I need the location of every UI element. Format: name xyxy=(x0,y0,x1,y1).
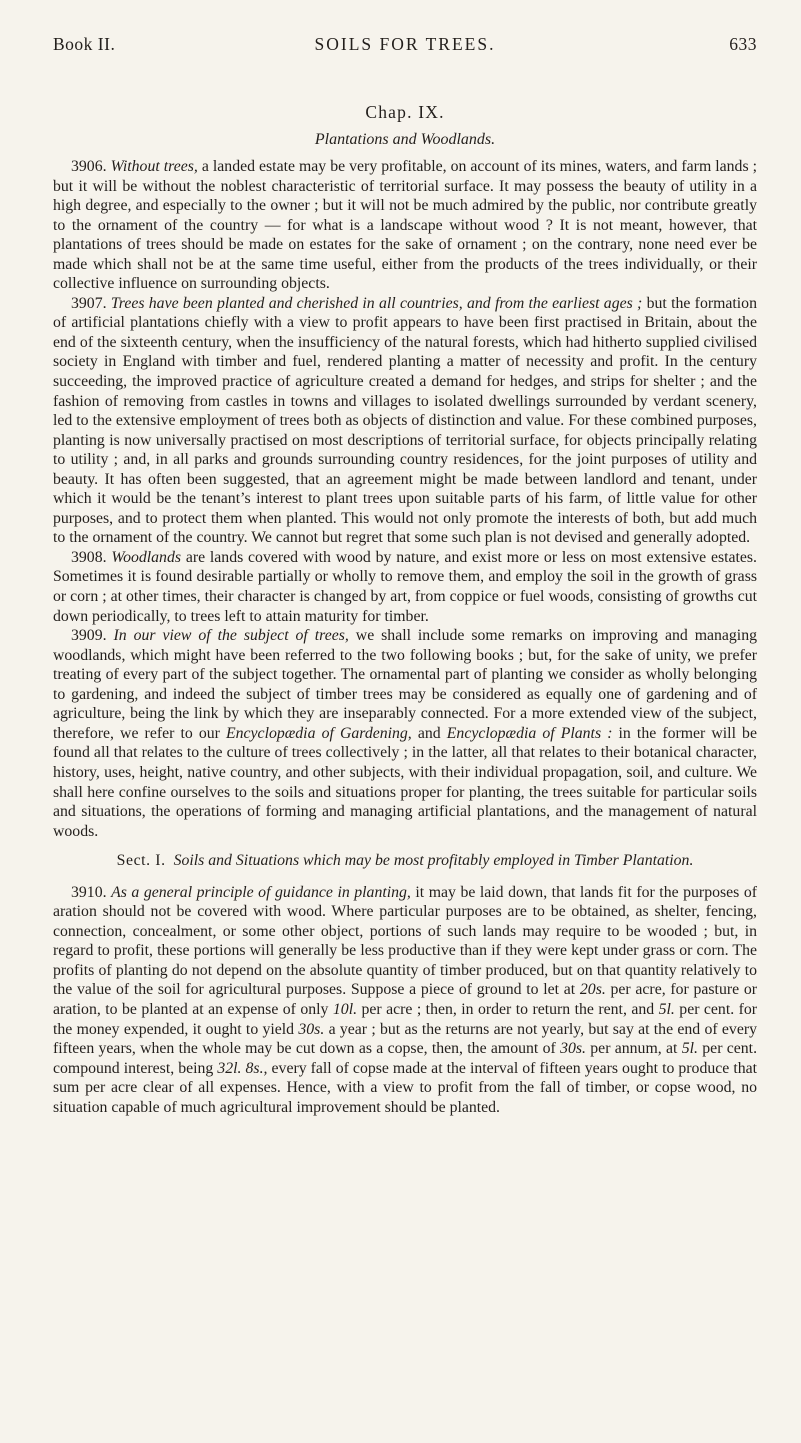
paragraph-text: it may be laid down, that lands fit for the purposes of aration should not be covered with wood. Where particular purposes are to be obtained, as shelter, fencing, connection, concealment, or some other object, portions of such lands may require to be wooded ; but, in regard to profit, these portions will generally be less productive than if they were kept under grass or corn. The profits of planting do not depend on the absolute quantity of timber produced, but on that quantity relatively to the value of the soil for agricultural purposes. Suppose a piece of ground to let at xyxy=(53,883,757,999)
paragraph-body: a landed estate may be very profitable, on account of its mines, waters, and farm lands ; but it will be without the noblest characteristic of territorial surface. It may possess the beauty of utility in a high degree, and especially to the owner ; but it will not be much admired by the public, nor contribute greatly to the ornament of the country — for what is a landscape without wood ? It is not meant, however, that plantations of trees should be made on estates for the sake of ornament ; on the contrary, none need ever be made which shall not be at the same time useful, either from the products of the trees individually, or their collective influence on surrounding objects. xyxy=(53,158,758,293)
paragraph-text: we shall include some remarks on improving and managing woodlands, which might have been referred to the two following books ; but, for the sake of unity, we prefer treating of every part of the subject together. The ornamental part of planting we consider as wholly belonging to gardening, and indeed the subject of timber trees may be considered as equally one of gardening and of agriculture, being the link by which they are inseparably connected. For a more extended view of the subject, therefore, we refer to our xyxy=(53,627,757,742)
money-amount: 30s. xyxy=(560,1040,586,1058)
paragraph-3907 xyxy=(53,294,757,548)
paragraph-text: per acre, for pasture or aration, to be planted at an expense of only xyxy=(53,981,757,1018)
running-header xyxy=(53,28,757,58)
paragraph-text: per cent. for the money expended, it ought to yield xyxy=(53,1000,758,1038)
paragraph-text: per acre ; then, in order to return the rent, and xyxy=(361,1000,655,1018)
paragraph-body: but the formation of artificial plantations chiefly with a view to profit appears to have been first practised in Britain, about the end of the sixteenth century, when the insufficiency of the natural forests, which had hitherto supplied civilised society in England with timber and fuel, rendered planting a matter of necessity and profit. In the century succeeding, the improved practice of agriculture created a demand for hedges, and strips for shelter ; and the fashion of removing from castles in towns and villages to isolated dwellings surrounded by verdant scenery, led to the extensive employment of trees both as objects of distinction and value. For these combined purposes, planting is now universally practised on most descriptions of territorial surface, for objects principally relating to utility ; and, in all parks and grounds surrounding country residences, for the joint purposes of utility and beauty. It has often been suggested, that an agreement might be made between landlord and tenant, under which it would be the tenant’s interest to plant trees upon suitable parts of his farm, of little value for other purposes, and to protect them when planted. This would not only promote the interests of both, but add much to the ornament of the country. We cannot but regret that some such plan is not devised and generally adopted. xyxy=(53,294,757,547)
paragraph-3906 xyxy=(53,157,757,294)
paragraph-number: 3910. xyxy=(71,883,107,901)
page-number: 633 xyxy=(729,34,757,54)
paragraph-lead: In our view of the subject of trees, xyxy=(113,627,349,645)
section-title: Soils and Situations which may be most profitably employed in Timber Plantation. xyxy=(173,852,694,870)
section-label: Sect. I. xyxy=(116,852,166,870)
book-reference: Encyclopædia of Plants : xyxy=(446,724,613,742)
paragraph-body: are lands covered with wood by nature, and exist more or less on most extensive estates. Sometimes it is found desirable partially or wholly to remove them, and employ the soil in the growth of grass or corn ; at other times, their character is changed by art, from coppice or fuel woods, consisting of growths cut down periodically, to trees left to attain maturity for timber. xyxy=(53,548,758,625)
paragraph-number: 3909. xyxy=(71,627,107,645)
paragraph-3909 xyxy=(53,626,757,841)
paragraph-text: per cent. compound interest, being xyxy=(53,1040,758,1077)
paragraph-lead: As a general principle of guidance in planting, xyxy=(111,883,411,901)
paragraph-text: a year ; but as the returns are not yearly, but say at the end of every fifteen years, when the whole may be cut down as a copse, then, the amount of xyxy=(53,1020,757,1058)
chapter-subtitle: Plantations and Woodlands. xyxy=(314,131,496,148)
money-amount: 32l. 8s., xyxy=(217,1059,268,1077)
paragraph-lead: Trees have been planted and cherished in all countries, and from the earliest ages ; xyxy=(110,294,643,312)
money-amount: 30s. xyxy=(298,1020,325,1038)
paragraph-3910 xyxy=(53,883,757,1118)
section-heading xyxy=(53,851,757,871)
chapter-heading: Chap. IX. xyxy=(365,102,445,122)
money-amount: 20s. xyxy=(579,981,606,999)
paragraph-text: in the former will be found all that relates to the culture of trees collectively ; in the latter, all that relates to their botanical character, history, uses, height, native country, and other subjects, with their individual propagation, soil, and culture. We shall here confine ourselves to the soils and situations proper for planting, the trees suitable for particular soils and situations, the operations of forming and managing artificial plantations, and the management of natural woods. xyxy=(53,724,757,840)
money-amount: 5l. xyxy=(658,1000,675,1018)
paragraph-3908 xyxy=(53,548,757,626)
paragraph-text: per annum, at xyxy=(590,1040,678,1058)
running-title: SOILS FOR TREES. xyxy=(314,34,496,54)
paragraph-text: and xyxy=(417,724,441,742)
paragraph-lead: Without trees, xyxy=(110,158,198,175)
book-number: Book II. xyxy=(53,34,116,54)
paragraph-number: 3906. xyxy=(71,158,107,175)
book-reference: Encyclopædia of Gardening, xyxy=(225,724,412,742)
paragraph-text: every fall of copse made at the interval of fifteen years ought to produce that sum per acre clear of all expenses. Hence, with a view to profit from the fall of timber, or copse wood, no situation capable of much agricultural improvement should be planted. xyxy=(53,1059,758,1116)
money-amount: 5l. xyxy=(681,1040,698,1058)
paragraph-number: 3908. xyxy=(71,548,107,566)
money-amount: 10l. xyxy=(332,1000,358,1018)
paragraph-lead: Woodlands xyxy=(111,548,181,566)
paragraph-number: 3907. xyxy=(71,294,107,312)
